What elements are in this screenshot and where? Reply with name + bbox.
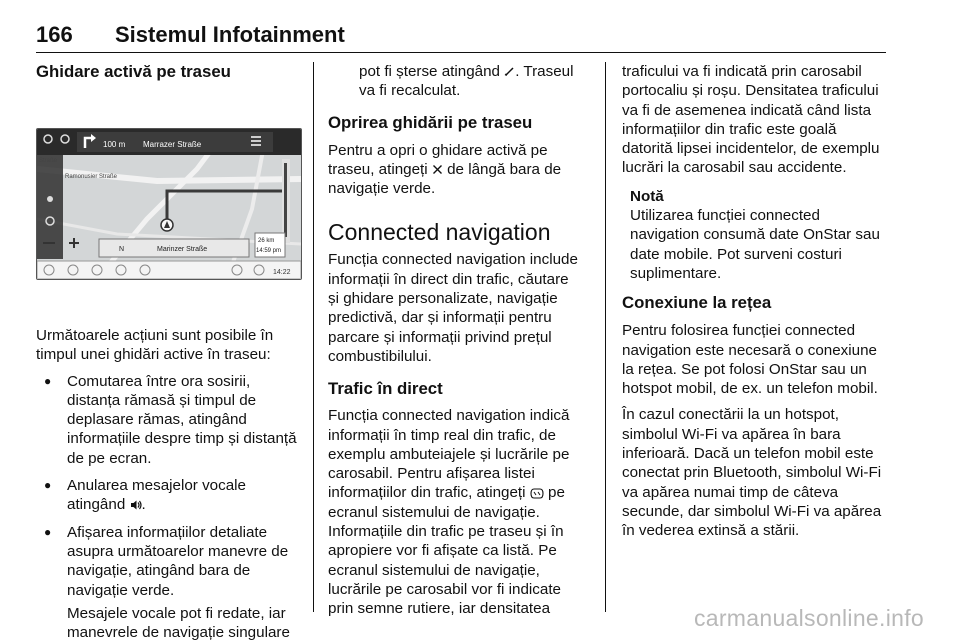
intro-paragraph: Următoarele acțiuni sunt posibile în timpul unei ghidări active în traseu: [36,327,274,364]
speaker-icon [130,499,142,511]
navigation-screenshot [36,128,302,280]
close-icon [432,164,443,175]
compass-indicator: N [119,246,125,253]
page-number: 166 [36,22,73,47]
list-item: ● Afișarea informațiilor detaliate asupra următoarelor manevre de navigație, atingând bara de navigație verde. [36,523,304,600]
stop-paragraph: Pentru a opri o ghidare activă pe traseu, atingeți de lângă bara de navigație verde. [328,141,562,198]
delete-pencil-icon [504,66,515,77]
traffic-continuation: traficului va fi indicată prin carosabil portocaliu și roșu. Densitatea traficului va fi de asemenea indicată când lista informațiilor din trafic este goală datorită lipsei incidentelor, de exemplu lucrări la carosabil sau accidente. [622,63,880,177]
section-heading-live-traffic: Trafic în direct [328,379,443,399]
bullet-continuation: Mesajele vocale pot fi redate, iar manevrele de navigație singulare [67,604,290,642]
column-3 [622,62,887,541]
watermark: carmanualsonline.info [693,605,924,631]
map-street-label: Straße [39,158,58,164]
list-item: ● Anularea mesajelor vocale atingând . [36,476,304,515]
network-paragraph-2: În cazul conectării la un hotspot, simbolul Wi-Fi va apărea în bara inferioară. Dacă un telefon mobil este conectat prin Bluetooth, simbolul Wi-Fi va apărea numai timp de câteva secunde, dar simbolul Wi-Fi va apărea în vederea extinsă a stării. [622,406,882,540]
section-heading-stop-guidance: Oprirea ghidării pe traseu [328,112,533,132]
column-divider-1 [313,62,314,612]
next-street-name: Marrazer Straße [143,140,202,149]
page-header [36,22,886,53]
list-item: ● Comutarea între ora sosirii, distanța rămasă și timpul de deplasare rămas, atingând informațiile despre timp și distanță de pe ecran. [36,372,304,468]
note-text: Utilizarea funcției connected navigation consumă date OnStar sau date mobile. Pot surveni costuri suplimentare. [630,207,880,282]
column-1 [36,62,304,642]
actions-list [36,372,304,600]
clock: 14:22 [273,269,291,276]
section-heading-network: Conexiune la rețea [622,293,772,313]
section-heading-connected-navigation: Connected navigation [328,219,551,246]
arrival-time: 14:59 pm [256,248,282,254]
chapter-title: Sistemul Infotainment [115,22,345,47]
note-box [622,187,887,283]
column-2 [328,62,583,619]
continued-paragraph: pot fi șterse atingând . Traseul va fi recalculat. [359,63,574,100]
navigation-map [37,129,301,279]
connected-paragraph: Funcția connected navigation include informații în direct din trafic, căutare și ghidare personalizate, navigație predictivă, dar și informații pentru parcare și informații privind prețul combustibilului. [328,251,578,365]
network-paragraph-1: Pentru folosirea funcției connected navigation este necesară o conexiune la rețea. Se pot folosi OnStar sau un hotspot mobil, de ex. un telefon mobil. [622,322,878,398]
section-heading-active-guidance: Ghidare activă pe traseu [36,62,231,81]
maneuver-distance: 100 m [103,140,126,149]
map-street-label-2: Ramonusier Straße [65,174,118,180]
traffic-list-icon [530,488,544,499]
column-divider-2 [605,62,606,612]
current-street-name: Marinzer Straße [157,246,208,253]
remaining-distance: 26 km [258,238,275,244]
traffic-paragraph: Funcția connected navigation indică informații în timp real din trafic, de exemplu ambuteiajele și lucrările pe carosabil. Pentru afișarea listei informațiilor din trafic, atingeți pe ecranul sistemului de navigație. Informațiile din trafic pe traseu și în apropiere vor fi afișate ca listă. Pe ecranul sistemului de navigație, lucrările pe carosabil vor fi indicate prin semne rutiere, iar densitatea [328,407,570,618]
note-heading: Notă [630,187,664,205]
